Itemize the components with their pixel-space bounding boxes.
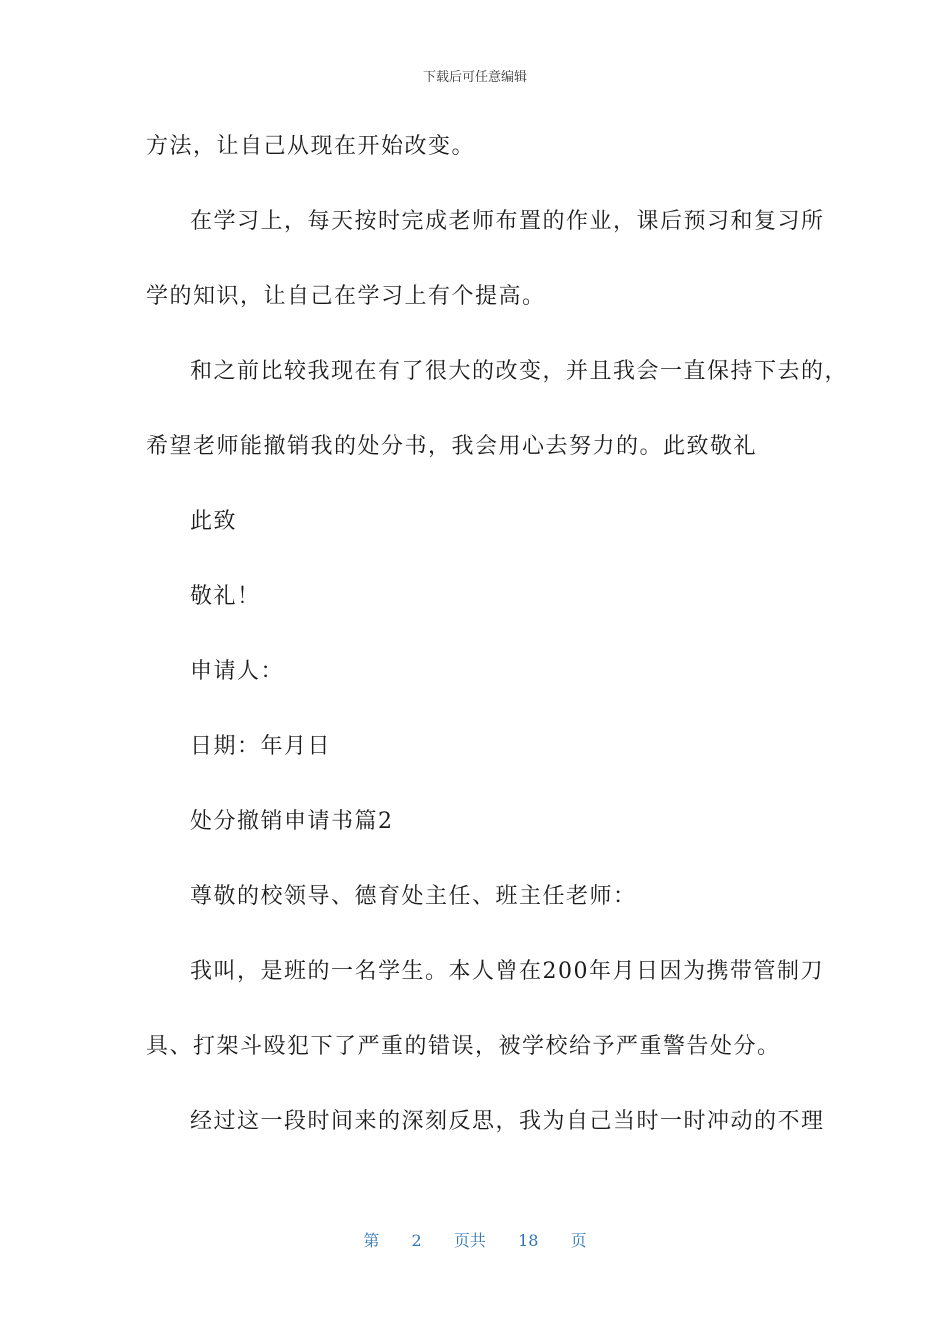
section-title: 处分撤销申请书篇2: [190, 809, 394, 834]
closing-salutation-2: 敬礼！: [190, 584, 261, 609]
footer-current-page: 2: [411, 1231, 422, 1250]
page-header-note: 下载后可任意编辑: [422, 70, 527, 85]
body-line-12: 我叫，是班的一名学生。本人曾在200年月日因为携带管制刀: [190, 959, 824, 984]
greeting-line: 尊敬的校领导、德育处主任、班主任老师：: [190, 884, 637, 909]
date-label: 日期：年月日: [190, 734, 332, 759]
page-footer: [0, 1228, 950, 1251]
footer-middle: 页共: [453, 1231, 486, 1250]
footer-suffix: 页: [570, 1231, 587, 1250]
footer-prefix: 第: [363, 1231, 380, 1250]
body-line-14: 经过这一段时间来的深刻反思，我为自己当时一时冲动的不理: [190, 1109, 825, 1134]
body-line-1: 方法，让自己从现在开始改变。: [146, 134, 476, 159]
body-line-5: 希望老师能撤销我的处分书，我会用心去努力的。此致敬礼: [146, 434, 758, 459]
body-line-2: 在学习上，每天按时完成老师布置的作业，课后预习和复习所: [190, 209, 825, 234]
body-line-3: 学的知识，让自己在学习上有个提高。: [146, 284, 546, 309]
body-line-13: 具、打架斗殴犯下了严重的错误，被学校给予严重警告处分。: [146, 1034, 781, 1059]
applicant-label: 申请人：: [190, 659, 285, 684]
footer-total-pages: 18: [518, 1231, 539, 1250]
closing-salutation-1: 此致: [190, 509, 238, 534]
body-line-4: 和之前比较我现在有了很大的改变，并且我会一直保持下去的，: [190, 359, 849, 384]
